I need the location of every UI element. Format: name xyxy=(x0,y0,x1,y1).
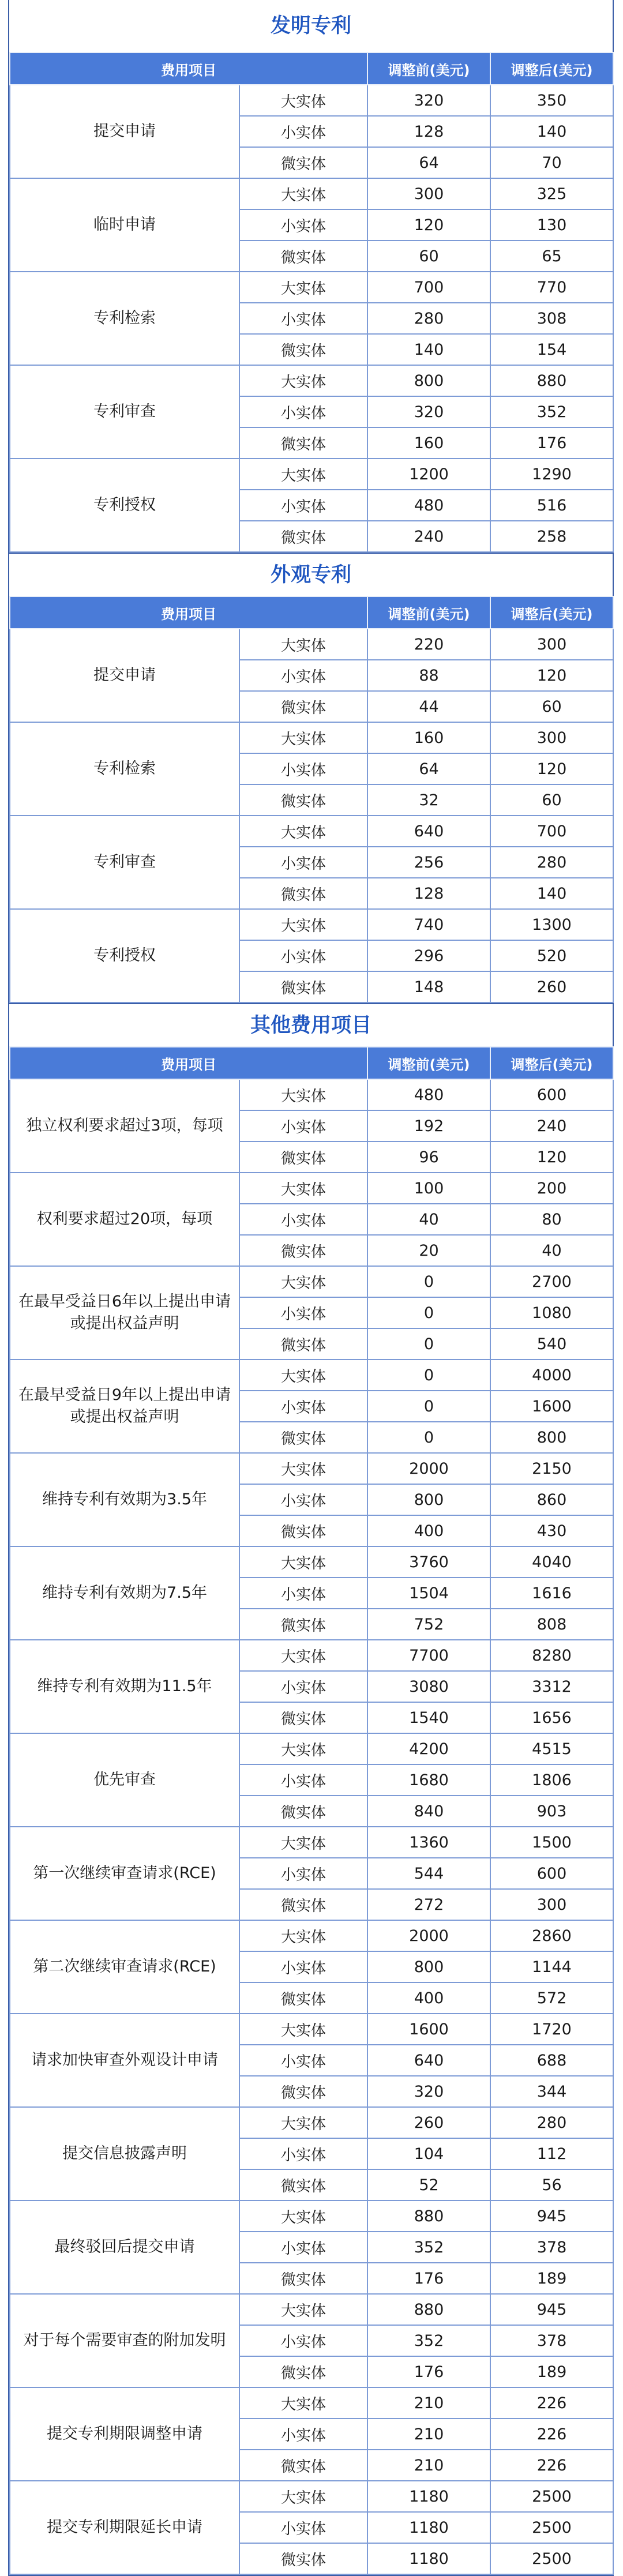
table-row xyxy=(10,1453,613,1484)
fee-before: 640 xyxy=(367,2045,490,2076)
entity-type: 小实体 xyxy=(239,2419,367,2450)
entity-type: 微实体 xyxy=(239,784,367,816)
fee-before: 32 xyxy=(367,784,490,816)
fee-before: 176 xyxy=(367,2356,490,2387)
fee-before: 272 xyxy=(367,1889,490,1920)
fee-after: 350 xyxy=(490,85,613,116)
entity-type: 小实体 xyxy=(239,2138,367,2169)
fee-after: 800 xyxy=(490,1422,613,1453)
entity-type: 小实体 xyxy=(239,2045,367,2076)
column-header-before: 调整前(美元) xyxy=(367,1047,490,1079)
fee-after: 70 xyxy=(490,147,613,178)
entity-type: 大实体 xyxy=(239,178,367,209)
fee-before: 100 xyxy=(367,1173,490,1204)
fee-after: 540 xyxy=(490,1328,613,1360)
fee-after: 300 xyxy=(490,629,613,660)
entity-type: 小实体 xyxy=(239,1484,367,1515)
fee-item-name: 专利授权 xyxy=(10,459,239,552)
table-row xyxy=(10,178,613,209)
fee-after: 4515 xyxy=(490,1733,613,1764)
entity-type: 小实体 xyxy=(239,1858,367,1889)
entity-type: 小实体 xyxy=(239,303,367,334)
fee-after: 520 xyxy=(490,940,613,971)
table-row xyxy=(10,1360,613,1391)
entity-type: 小实体 xyxy=(239,1578,367,1609)
fee-before: 60 xyxy=(367,241,490,272)
entity-type: 大实体 xyxy=(239,2294,367,2325)
fee-item-name: 最终驳回后提交申请 xyxy=(10,2201,239,2294)
entity-type: 微实体 xyxy=(239,1515,367,1546)
fee-after: 352 xyxy=(490,396,613,427)
table-row xyxy=(10,1546,613,1578)
fee-item-name: 提交专利期限调整申请 xyxy=(10,2387,239,2481)
table-header-row xyxy=(10,52,613,85)
table-row xyxy=(10,365,613,396)
fee-after: 80 xyxy=(490,1204,613,1235)
fee-item-name: 提交信息披露声明 xyxy=(10,2107,239,2201)
fee-before: 128 xyxy=(367,878,490,909)
entity-type: 小实体 xyxy=(239,1297,367,1328)
entity-type: 大实体 xyxy=(239,1546,367,1578)
fee-after: 1720 xyxy=(490,2014,613,2045)
table-row xyxy=(10,85,613,116)
entity-type: 微实体 xyxy=(239,521,367,552)
entity-type: 大实体 xyxy=(239,1827,367,1858)
fee-before: 0 xyxy=(367,1266,490,1297)
entity-type: 小实体 xyxy=(239,753,367,784)
fee-after: 1806 xyxy=(490,1764,613,1796)
fee-item-name: 专利审查 xyxy=(10,365,239,459)
entity-type: 微实体 xyxy=(239,2543,367,2574)
fee-after: 120 xyxy=(490,660,613,691)
entity-type: 小实体 xyxy=(239,1204,367,1235)
fee-after: 200 xyxy=(490,1173,613,1204)
fee-after: 300 xyxy=(490,1889,613,1920)
fee-before: 752 xyxy=(367,1609,490,1640)
fee-before: 7700 xyxy=(367,1640,490,1671)
entity-type: 大实体 xyxy=(239,2014,367,2045)
fee-after: 572 xyxy=(490,1982,613,2014)
fee-item-name: 维持专利有效期为11.5年 xyxy=(10,1640,239,1733)
fee-before: 1180 xyxy=(367,2543,490,2574)
fee-before: 400 xyxy=(367,1982,490,2014)
fee-item-name: 临时申请 xyxy=(10,178,239,272)
fee-after: 688 xyxy=(490,2045,613,2076)
fee-after: 945 xyxy=(490,2201,613,2232)
fee-after: 4040 xyxy=(490,1546,613,1578)
entity-type: 微实体 xyxy=(239,147,367,178)
fee-after: 240 xyxy=(490,1110,613,1141)
entity-type: 大实体 xyxy=(239,2201,367,2232)
fee-before: 88 xyxy=(367,660,490,691)
fee-after: 430 xyxy=(490,1515,613,1546)
fee-before: 220 xyxy=(367,629,490,660)
fee-after: 130 xyxy=(490,209,613,241)
fee-before: 480 xyxy=(367,490,490,521)
fee-after: 3312 xyxy=(490,1671,613,1702)
fee-before: 700 xyxy=(367,272,490,303)
entity-type: 微实体 xyxy=(239,1889,367,1920)
fee-after: 2150 xyxy=(490,1453,613,1484)
table-row xyxy=(10,629,613,660)
entity-type: 大实体 xyxy=(239,1733,367,1764)
entity-type: 大实体 xyxy=(239,2107,367,2138)
fee-after: 140 xyxy=(490,878,613,909)
fee-before: 140 xyxy=(367,334,490,365)
fee-after: 176 xyxy=(490,427,613,459)
column-header-after: 调整后(美元) xyxy=(490,1047,613,1079)
table-row xyxy=(10,1173,613,1204)
fee-after: 903 xyxy=(490,1796,613,1827)
fee-after: 2700 xyxy=(490,1266,613,1297)
fee-after: 1080 xyxy=(490,1297,613,1328)
entity-type: 大实体 xyxy=(239,1079,367,1110)
fee-after: 700 xyxy=(490,816,613,847)
entity-type: 大实体 xyxy=(239,1173,367,1204)
entity-type: 小实体 xyxy=(239,847,367,878)
fee-after: 378 xyxy=(490,2325,613,2356)
entity-type: 小实体 xyxy=(239,1110,367,1141)
fee-before: 2000 xyxy=(367,1453,490,1484)
fee-item-name: 提交专利期限延长申请 xyxy=(10,2481,239,2574)
entity-type: 微实体 xyxy=(239,2263,367,2294)
fee-before: 2000 xyxy=(367,1920,490,1951)
section-title: 其他费用项目 xyxy=(9,1003,613,1046)
entity-type: 微实体 xyxy=(239,691,367,722)
fee-before: 1540 xyxy=(367,1702,490,1733)
fee-before: 544 xyxy=(367,1858,490,1889)
column-header-after: 调整后(美元) xyxy=(490,52,613,85)
fee-before: 240 xyxy=(367,521,490,552)
fee-before: 296 xyxy=(367,940,490,971)
entity-type: 小实体 xyxy=(239,2512,367,2543)
fee-before: 0 xyxy=(367,1422,490,1453)
fee-after: 1300 xyxy=(490,909,613,940)
fee-before: 352 xyxy=(367,2325,490,2356)
fee-after: 808 xyxy=(490,1609,613,1640)
fee-item-name: 在最早受益日6年以上提出申请或提出权益声明 xyxy=(10,1266,239,1360)
table-row xyxy=(10,2107,613,2138)
fee-after: 1290 xyxy=(490,459,613,490)
entity-type: 小实体 xyxy=(239,940,367,971)
entity-type: 大实体 xyxy=(239,1640,367,1671)
fee-item-name: 独立权利要求超过3项，每项 xyxy=(10,1079,239,1173)
entity-type: 大实体 xyxy=(239,1360,367,1391)
table-row xyxy=(10,2201,613,2232)
entity-type: 小实体 xyxy=(239,2232,367,2263)
fee-before: 40 xyxy=(367,1204,490,1235)
fee-before: 120 xyxy=(367,209,490,241)
entity-type: 大实体 xyxy=(239,2387,367,2419)
fee-after: 112 xyxy=(490,2138,613,2169)
fee-after: 65 xyxy=(490,241,613,272)
fee-after: 2860 xyxy=(490,1920,613,1951)
fee-before: 96 xyxy=(367,1141,490,1173)
section-title: 外观专利 xyxy=(9,553,613,596)
entity-type: 大实体 xyxy=(239,629,367,660)
entity-type: 小实体 xyxy=(239,2325,367,2356)
fee-before: 210 xyxy=(367,2387,490,2419)
fee-before: 1180 xyxy=(367,2481,490,2512)
fee-before: 176 xyxy=(367,2263,490,2294)
fee-before: 320 xyxy=(367,396,490,427)
fee-item-name: 专利检索 xyxy=(10,722,239,816)
table-row xyxy=(10,2294,613,2325)
fee-before: 64 xyxy=(367,753,490,784)
fee-after: 2500 xyxy=(490,2543,613,2574)
fee-before: 160 xyxy=(367,427,490,459)
table-row xyxy=(10,1640,613,1671)
fee-before: 128 xyxy=(367,116,490,147)
entity-type: 微实体 xyxy=(239,1796,367,1827)
column-header-item: 费用项目 xyxy=(10,52,367,85)
fee-before: 0 xyxy=(367,1328,490,1360)
table-row xyxy=(10,1827,613,1858)
table-row xyxy=(10,722,613,753)
fee-after: 378 xyxy=(490,2232,613,2263)
section-title: 发明专利 xyxy=(9,0,613,52)
fee-before: 320 xyxy=(367,85,490,116)
fee-before: 0 xyxy=(367,1297,490,1328)
entity-type: 小实体 xyxy=(239,396,367,427)
table-row xyxy=(10,1733,613,1764)
fee-after: 2500 xyxy=(490,2481,613,2512)
fee-before: 0 xyxy=(367,1360,490,1391)
entity-type: 小实体 xyxy=(239,209,367,241)
entity-type: 小实体 xyxy=(239,1764,367,1796)
fee-before: 800 xyxy=(367,1484,490,1515)
fee-before: 300 xyxy=(367,178,490,209)
entity-type: 微实体 xyxy=(239,1982,367,2014)
fee-after: 4000 xyxy=(490,1360,613,1391)
fee-after: 300 xyxy=(490,722,613,753)
entity-type: 微实体 xyxy=(239,2169,367,2201)
fee-before: 1504 xyxy=(367,1578,490,1609)
entity-type: 小实体 xyxy=(239,490,367,521)
fee-before: 880 xyxy=(367,2294,490,2325)
entity-type: 微实体 xyxy=(239,1422,367,1453)
fee-item-name: 维持专利有效期为7.5年 xyxy=(10,1546,239,1640)
entity-type: 大实体 xyxy=(239,909,367,940)
fee-item-name: 提交申请 xyxy=(10,85,239,178)
table-row xyxy=(10,2014,613,2045)
fee-after: 258 xyxy=(490,521,613,552)
fee-before: 1180 xyxy=(367,2512,490,2543)
fee-before: 3080 xyxy=(367,1671,490,1702)
fee-before: 400 xyxy=(367,1515,490,1546)
fee-after: 1500 xyxy=(490,1827,613,1858)
entity-type: 大实体 xyxy=(239,85,367,116)
table-row xyxy=(10,1079,613,1110)
fee-before: 64 xyxy=(367,147,490,178)
fee-item-name: 在最早受益日9年以上提出申请或提出权益声明 xyxy=(10,1360,239,1453)
column-header-item: 费用项目 xyxy=(10,596,367,629)
fee-after: 280 xyxy=(490,847,613,878)
fee-after: 600 xyxy=(490,1858,613,1889)
fee-table xyxy=(9,596,614,1003)
fee-before: 104 xyxy=(367,2138,490,2169)
fee-before: 148 xyxy=(367,971,490,1002)
fee-item-name: 维持专利有效期为3.5年 xyxy=(10,1453,239,1546)
fee-after: 226 xyxy=(490,2419,613,2450)
entity-type: 微实体 xyxy=(239,1328,367,1360)
fee-after: 325 xyxy=(490,178,613,209)
entity-type: 大实体 xyxy=(239,272,367,303)
fee-before: 192 xyxy=(367,1110,490,1141)
fee-after: 120 xyxy=(490,753,613,784)
entity-type: 大实体 xyxy=(239,1920,367,1951)
entity-type: 小实体 xyxy=(239,116,367,147)
entity-type: 大实体 xyxy=(239,365,367,396)
entity-type: 微实体 xyxy=(239,241,367,272)
fee-item-name: 第二次继续审查请求(RCE) xyxy=(10,1920,239,2014)
entity-type: 微实体 xyxy=(239,1609,367,1640)
fee-after: 880 xyxy=(490,365,613,396)
fee-before: 0 xyxy=(367,1391,490,1422)
fee-item-name: 权利要求超过20项，每项 xyxy=(10,1173,239,1266)
fee-after: 1144 xyxy=(490,1951,613,1982)
entity-type: 微实体 xyxy=(239,2076,367,2107)
fee-after: 56 xyxy=(490,2169,613,2201)
fee-after: 60 xyxy=(490,691,613,722)
column-header-before: 调整前(美元) xyxy=(367,52,490,85)
entity-type: 大实体 xyxy=(239,459,367,490)
fee-before: 160 xyxy=(367,722,490,753)
column-header-after: 调整后(美元) xyxy=(490,596,613,629)
table-header-row xyxy=(10,1047,613,1079)
fee-after: 140 xyxy=(490,116,613,147)
column-header-before: 调整前(美元) xyxy=(367,596,490,629)
fee-before: 352 xyxy=(367,2232,490,2263)
fee-before: 210 xyxy=(367,2450,490,2481)
table-row xyxy=(10,2481,613,2512)
fee-after: 860 xyxy=(490,1484,613,1515)
fee-before: 1600 xyxy=(367,2014,490,2045)
entity-type: 小实体 xyxy=(239,1391,367,1422)
fee-after: 189 xyxy=(490,2263,613,2294)
entity-type: 微实体 xyxy=(239,878,367,909)
fee-item-name: 优先审查 xyxy=(10,1733,239,1827)
fee-table xyxy=(9,52,614,553)
entity-type: 小实体 xyxy=(239,1671,367,1702)
fee-after: 280 xyxy=(490,2107,613,2138)
fee-after: 344 xyxy=(490,2076,613,2107)
fee-before: 880 xyxy=(367,2201,490,2232)
entity-type: 小实体 xyxy=(239,660,367,691)
fee-after: 189 xyxy=(490,2356,613,2387)
fee-before: 20 xyxy=(367,1235,490,1266)
fee-before: 260 xyxy=(367,2107,490,2138)
fee-before: 52 xyxy=(367,2169,490,2201)
fee-before: 4200 xyxy=(367,1733,490,1764)
fee-after: 154 xyxy=(490,334,613,365)
fee-before: 280 xyxy=(367,303,490,334)
fee-after: 1616 xyxy=(490,1578,613,1609)
fee-after: 60 xyxy=(490,784,613,816)
entity-type: 微实体 xyxy=(239,1235,367,1266)
table-row xyxy=(10,272,613,303)
fee-after: 516 xyxy=(490,490,613,521)
fee-after: 260 xyxy=(490,971,613,1002)
fee-after: 226 xyxy=(490,2387,613,2419)
table-row xyxy=(10,2387,613,2419)
entity-type: 微实体 xyxy=(239,1141,367,1173)
entity-type: 大实体 xyxy=(239,816,367,847)
fee-item-name: 对于每个需要审查的附加发明 xyxy=(10,2294,239,2387)
entity-type: 小实体 xyxy=(239,1951,367,1982)
entity-type: 微实体 xyxy=(239,427,367,459)
entity-type: 微实体 xyxy=(239,2450,367,2481)
fee-after: 40 xyxy=(490,1235,613,1266)
fee-item-name: 提交申请 xyxy=(10,629,239,722)
table-row xyxy=(10,1920,613,1951)
fee-before: 740 xyxy=(367,909,490,940)
entity-type: 大实体 xyxy=(239,722,367,753)
fee-after: 1600 xyxy=(490,1391,613,1422)
column-header-item: 费用项目 xyxy=(10,1047,367,1079)
table-header-row xyxy=(10,596,613,629)
fee-after: 8280 xyxy=(490,1640,613,1671)
fee-after: 945 xyxy=(490,2294,613,2325)
fee-before: 1680 xyxy=(367,1764,490,1796)
fee-before: 1360 xyxy=(367,1827,490,1858)
table-row xyxy=(10,816,613,847)
entity-type: 微实体 xyxy=(239,1702,367,1733)
fee-table xyxy=(9,1046,614,2575)
fee-after: 770 xyxy=(490,272,613,303)
fee-before: 1200 xyxy=(367,459,490,490)
fee-item-name: 第一次继续审查请求(RCE) xyxy=(10,1827,239,1920)
fee-after: 1656 xyxy=(490,1702,613,1733)
fee-before: 840 xyxy=(367,1796,490,1827)
fee-before: 210 xyxy=(367,2419,490,2450)
entity-type: 微实体 xyxy=(239,2356,367,2387)
fee-after: 600 xyxy=(490,1079,613,1110)
fee-before: 320 xyxy=(367,2076,490,2107)
fee-before: 256 xyxy=(367,847,490,878)
fee-item-name: 请求加快审查外观设计申请 xyxy=(10,2014,239,2107)
entity-type: 大实体 xyxy=(239,2481,367,2512)
fee-before: 44 xyxy=(367,691,490,722)
fee-before: 800 xyxy=(367,1951,490,1982)
fee-before: 3760 xyxy=(367,1546,490,1578)
fee-item-name: 专利审查 xyxy=(10,816,239,909)
fee-after: 226 xyxy=(490,2450,613,2481)
fee-after: 2500 xyxy=(490,2512,613,2543)
fee-item-name: 专利检索 xyxy=(10,272,239,365)
fee-before: 800 xyxy=(367,365,490,396)
fee-after: 120 xyxy=(490,1141,613,1173)
table-row xyxy=(10,459,613,490)
entity-type: 微实体 xyxy=(239,971,367,1002)
entity-type: 大实体 xyxy=(239,1453,367,1484)
table-row xyxy=(10,909,613,940)
table-row xyxy=(10,1266,613,1297)
fee-before: 640 xyxy=(367,816,490,847)
fee-table-sheet xyxy=(8,0,614,2576)
fee-after: 308 xyxy=(490,303,613,334)
fee-before: 480 xyxy=(367,1079,490,1110)
entity-type: 微实体 xyxy=(239,334,367,365)
fee-item-name: 专利授权 xyxy=(10,909,239,1002)
entity-type: 大实体 xyxy=(239,1266,367,1297)
